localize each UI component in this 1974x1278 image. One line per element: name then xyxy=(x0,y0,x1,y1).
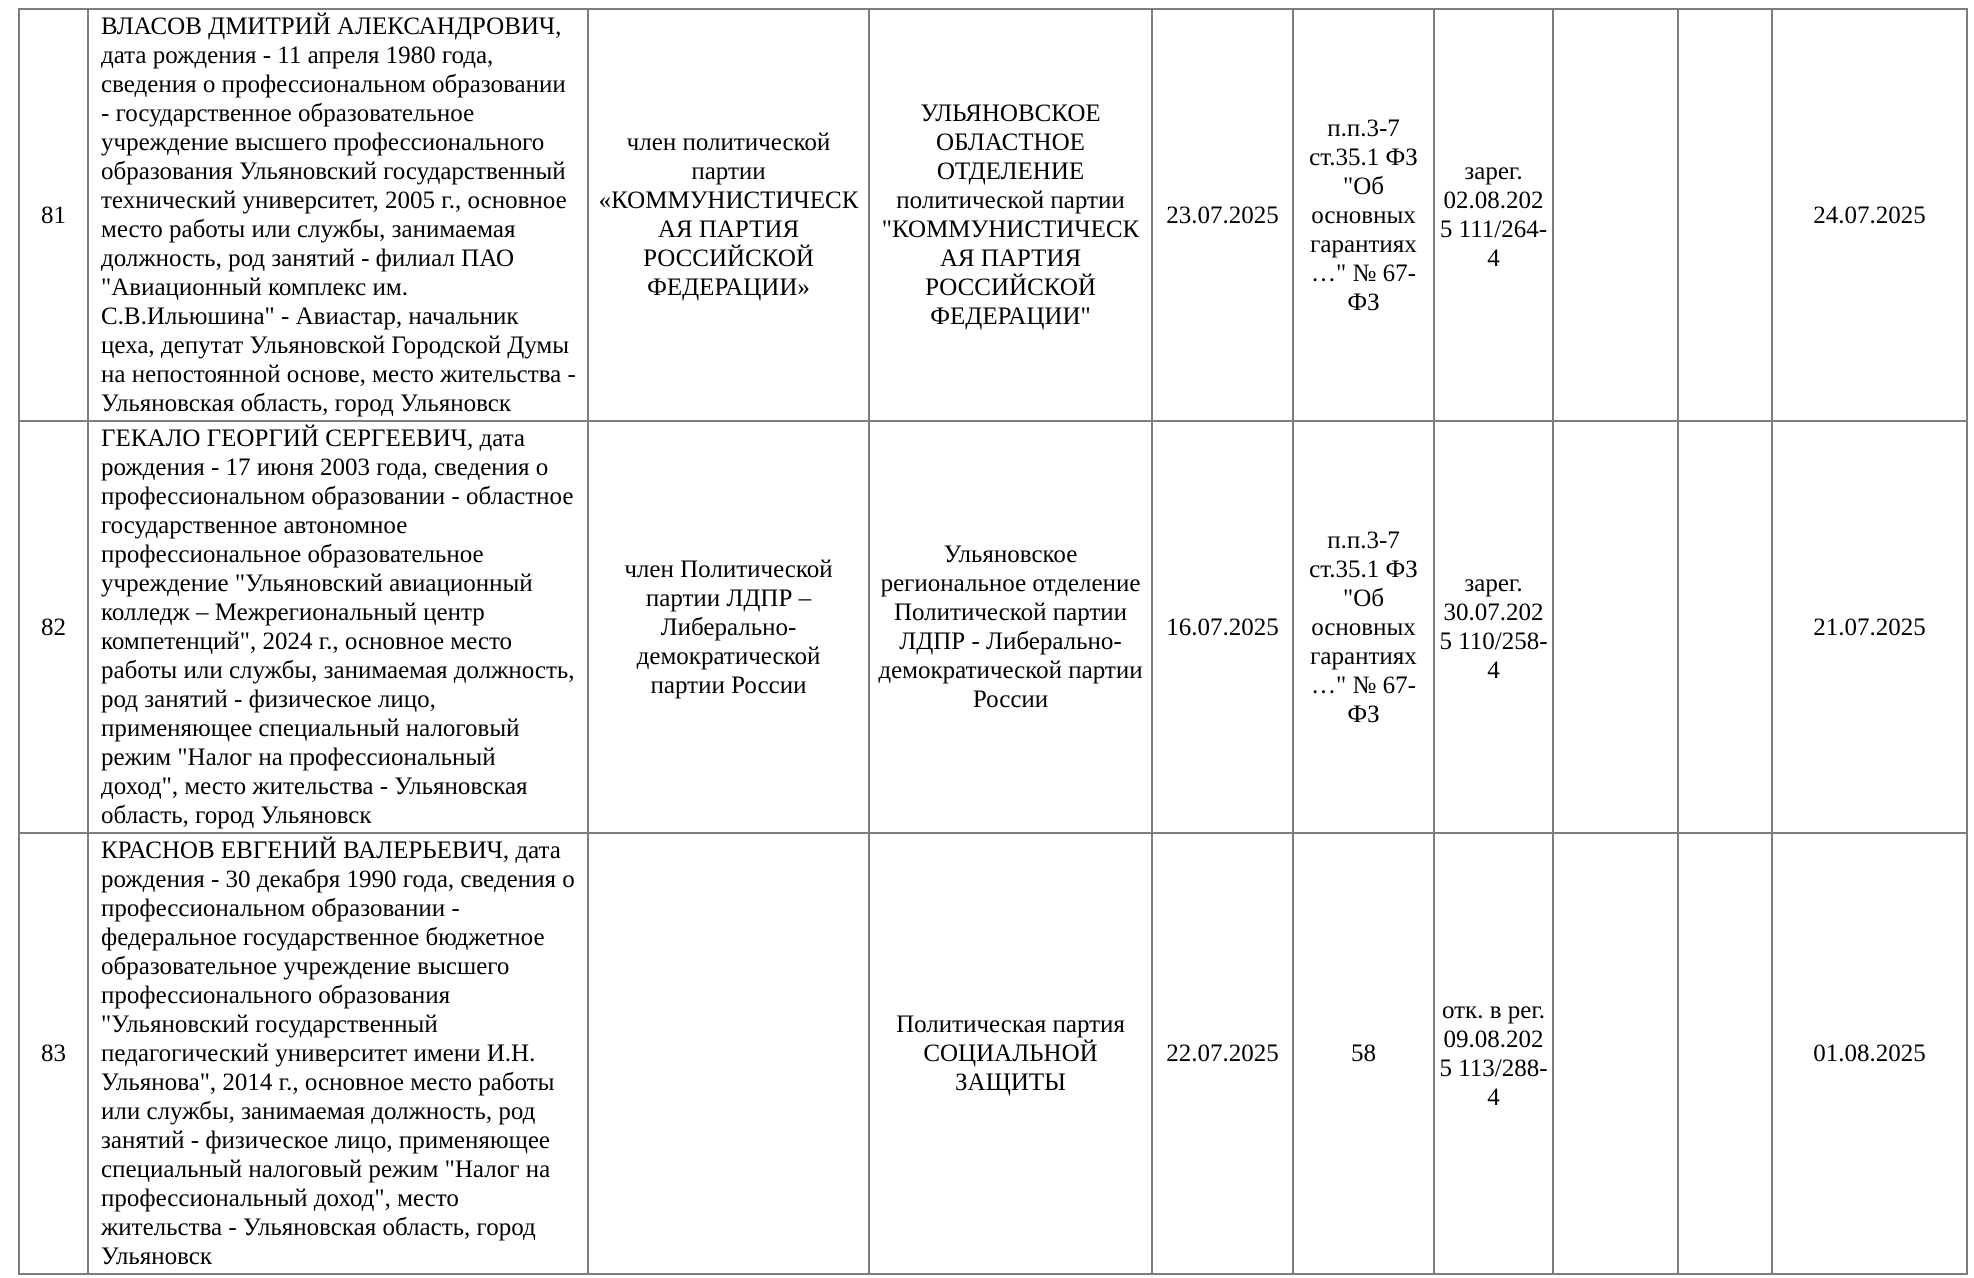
cell-candidate-info: КРАСНОВ ЕВГЕНИЙ ВАЛЕРЬЕВИЧ, дата рождения - 30 декабря 1990 года, сведения о профессиональном образовании - федеральное государственное бюджетное образовательное учреждение высшего профессионального образования "Ульяновский государственный педагогический университет имени И.Н. Ульянова", 2014 г., основное место работы или службы, занимаемая должность, род занятий - физическое лицо, применяющее специальный налоговый режим "Налог на профессиональный доход", место жительства - Ульяновская область, город Ульяновск xyxy=(88,833,588,1274)
cell-nominating-organization: УЛЬЯНОВСКОЕ ОБЛАСТНОЕ ОТДЕЛЕНИЕ политической партии "КОММУНИСТИЧЕСКАЯ ПАРТИЯ РОССИЙСКОЙ ФЕДЕРАЦИИ" xyxy=(869,9,1152,421)
cell-nomination-date: 22.07.2025 xyxy=(1152,833,1293,1274)
cell-registration-result: зарег. 30.07.2025 110/258-4 xyxy=(1434,421,1553,833)
table-row xyxy=(19,9,1967,421)
cell-extra-1 xyxy=(1553,421,1678,833)
cell-party-membership: член Политической партии ЛДПР – Либерально-демократической партии России xyxy=(588,421,869,833)
cell-nomination-date: 16.07.2025 xyxy=(1152,421,1293,833)
cell-registration-result: отк. в рег. 09.08.2025 113/288-4 xyxy=(1434,833,1553,1274)
cell-documents-date: 24.07.2025 xyxy=(1772,9,1967,421)
cell-candidate-info: ГЕКАЛО ГЕОРГИЙ СЕРГЕЕВИЧ, дата рождения - 17 июня 2003 года, сведения о профессиональном образовании - областное государственное автономное профессиональное образовательное учреждение "Ульяновский авиационный колледж – Межрегиональный центр компетенций", 2024 г., основное место работы или службы, занимаемая должность, род занятий - физическое лицо, применяющее специальный налоговый режим "Налог на профессиональный доход", место жительства - Ульяновская область, город Ульяновск xyxy=(88,421,588,833)
cell-row-number: 81 xyxy=(19,9,88,421)
cell-registration-basis: 58 xyxy=(1293,833,1434,1274)
cell-documents-date: 01.08.2025 xyxy=(1772,833,1967,1274)
cell-extra-1 xyxy=(1553,9,1678,421)
cell-extra-1 xyxy=(1553,833,1678,1274)
cell-registration-result: зарег. 02.08.2025 111/264-4 xyxy=(1434,9,1553,421)
cell-extra-2 xyxy=(1678,9,1772,421)
cell-row-number: 83 xyxy=(19,833,88,1274)
cell-party-membership xyxy=(588,833,869,1274)
cell-documents-date: 21.07.2025 xyxy=(1772,421,1967,833)
cell-registration-basis: п.п.3-7 ст.35.1 ФЗ "Об основных гарантиях …" № 67-ФЗ xyxy=(1293,9,1434,421)
cell-nominating-organization: Политическая партия СОЦИАЛЬНОЙ ЗАЩИТЫ xyxy=(869,833,1152,1274)
cell-row-number: 82 xyxy=(19,421,88,833)
table-row xyxy=(19,421,1967,833)
cell-nomination-date: 23.07.2025 xyxy=(1152,9,1293,421)
candidates-registry-table xyxy=(18,8,1968,1275)
cell-extra-2 xyxy=(1678,833,1772,1274)
cell-nominating-organization: Ульяновское региональное отделение Политической партии ЛДПР - Либерально-демократической партии России xyxy=(869,421,1152,833)
cell-candidate-info: ВЛАСОВ ДМИТРИЙ АЛЕКСАНДРОВИЧ, дата рождения - 11 апреля 1980 года, сведения о профессиональном образовании - государственное образовательное учреждение высшего профессионального образования Ульяновский государственный технический университет, 2005 г., основное место работы или службы, занимаемая должность, род занятий - филиал ПАО "Авиационный комплекс им. С.В.Ильюшина" - Авиастар, начальник цеха, депутат Ульяновской Городской Думы на непостоянной основе, место жительства - Ульяновская область, город Ульяновск xyxy=(88,9,588,421)
cell-registration-basis: п.п.3-7 ст.35.1 ФЗ "Об основных гарантиях …" № 67-ФЗ xyxy=(1293,421,1434,833)
table-row xyxy=(19,833,1967,1274)
cell-extra-2 xyxy=(1678,421,1772,833)
cell-party-membership: член политической партии «КОММУНИСТИЧЕСКАЯ ПАРТИЯ РОССИЙСКОЙ ФЕДЕРАЦИИ» xyxy=(588,9,869,421)
